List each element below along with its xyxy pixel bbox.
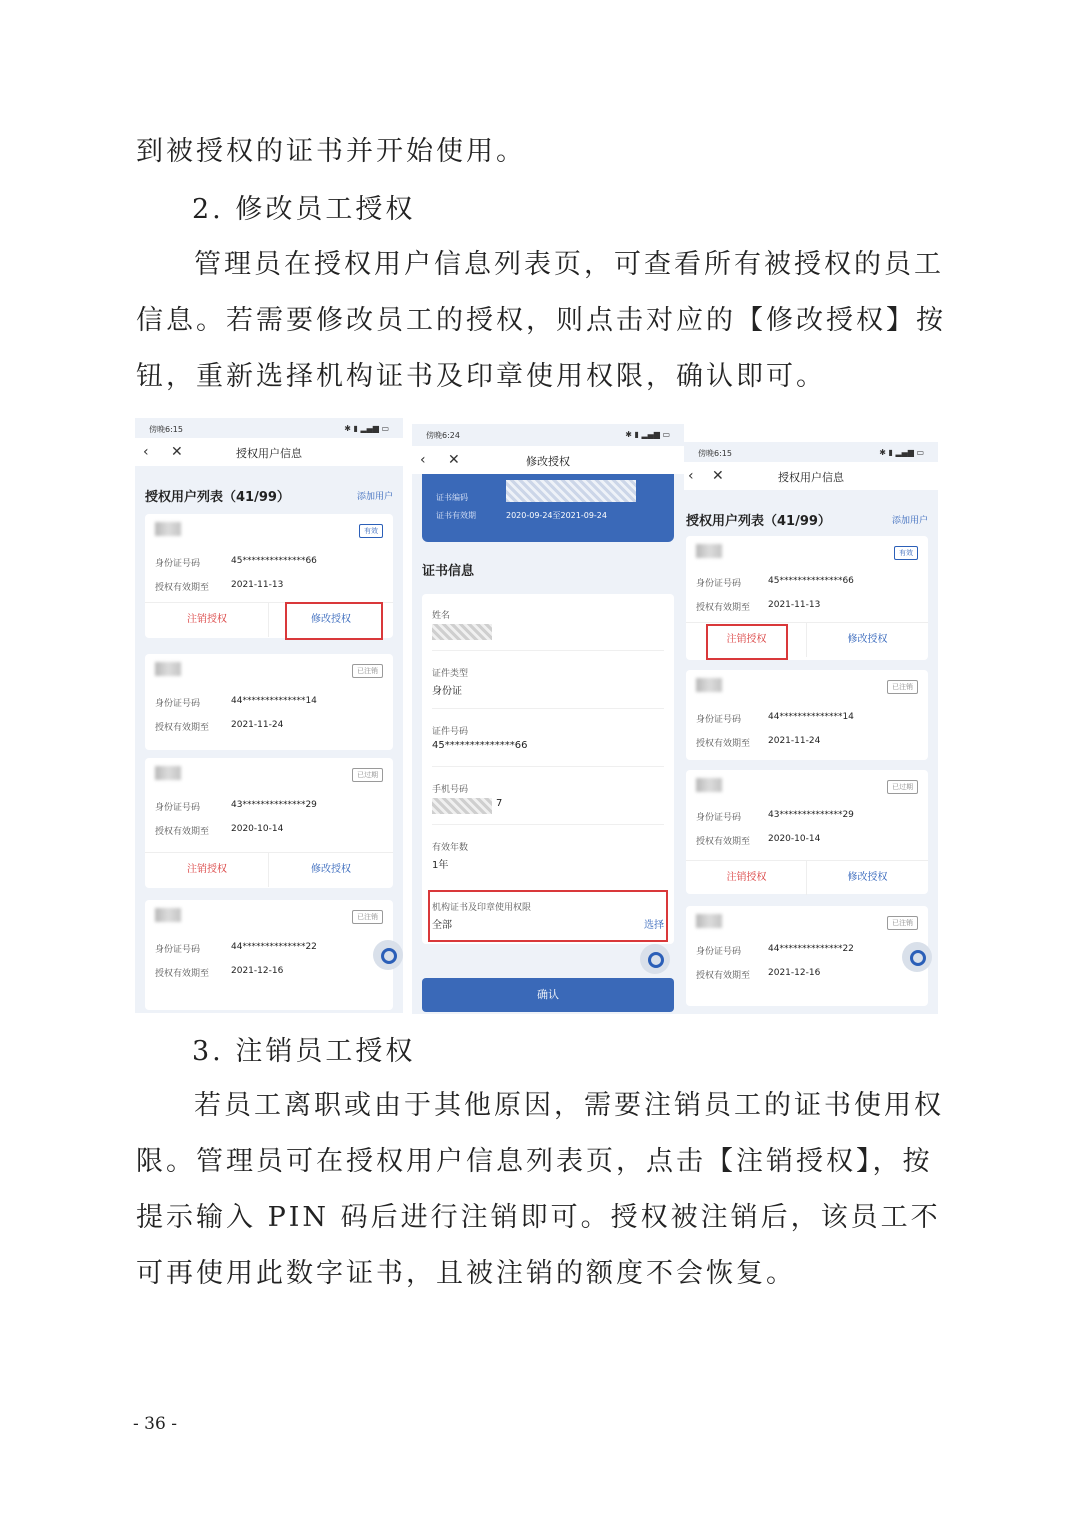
section-title: 证书信息	[422, 564, 475, 579]
blurred-name	[696, 914, 722, 928]
status-bar-time: 傍晚6:24	[426, 431, 460, 440]
id-value: 44**************14	[231, 696, 317, 706]
nav-bar	[412, 446, 684, 474]
status-bar-icons: ✱ ▮ ▂▄▆ ▭	[879, 448, 924, 457]
expiry-value: 2021-11-24	[768, 736, 821, 746]
id-label: 身份证号码	[696, 579, 742, 589]
id-label: 身份证号码	[155, 803, 201, 813]
cert-code-label: 证书编码	[436, 493, 468, 502]
id-value: 44**************14	[768, 712, 854, 722]
list-header: 授权用户列表（41/99）	[686, 514, 831, 529]
cert-info-form	[422, 594, 674, 944]
cert-valid-label: 证书有效期	[436, 511, 476, 520]
expiry-value: 2021-11-24	[231, 720, 284, 730]
back-icon[interactable]: ‹	[143, 444, 149, 460]
expiry-label: 授权有效期至	[696, 739, 751, 749]
expiry-label: 授权有效期至	[155, 723, 210, 733]
perm-value: 全部	[432, 920, 452, 931]
paragraph-modify: 管理员在授权用户信息列表页，可查看所有被授权的员工信息。若需要修改员工的授权，则点击对应的【修改授权】按钮，重新选择机构证书及印章使用权限，确认即可。	[136, 249, 946, 392]
add-user-link[interactable]: 添加用户	[356, 492, 393, 502]
id-value: 44**************22	[768, 944, 854, 954]
modify-button[interactable]: 修改授权	[806, 860, 928, 895]
section-heading-modify: 2. 修改员工授权	[192, 194, 416, 225]
years-value: 1年	[432, 860, 449, 871]
user-card	[686, 906, 928, 1006]
nav-title: 授权用户信息	[236, 447, 302, 460]
floating-service-icon[interactable]	[640, 944, 670, 974]
nav-title: 修改授权	[526, 455, 570, 468]
status-bar-icons: ✱ ▮ ▂▄▆ ▭	[625, 430, 670, 439]
status-bar-icons: ✱ ▮ ▂▄▆ ▭	[344, 424, 389, 433]
user-card	[686, 670, 928, 760]
modify-button[interactable]: 修改授权	[268, 602, 393, 637]
years-label: 有效年数	[432, 843, 469, 853]
expiry-value: 2021-12-16	[768, 968, 821, 978]
status-bar-time: 傍晚6:15	[149, 425, 183, 434]
id-label: 身份证号码	[696, 715, 742, 725]
status-badge: 已过期	[887, 780, 918, 794]
phone-label: 手机号码	[432, 785, 469, 795]
blurred-name	[155, 766, 181, 780]
back-icon[interactable]: ‹	[688, 468, 694, 484]
masked-name	[432, 624, 492, 640]
id-value: 43**************29	[768, 810, 854, 820]
id-value: 45**************66	[768, 576, 854, 586]
close-icon[interactable]: ✕	[712, 468, 724, 484]
floating-service-icon[interactable]	[373, 940, 403, 970]
id-label: 身份证号码	[155, 699, 201, 709]
id-label: 身份证号码	[696, 813, 742, 823]
revoke-button[interactable]: 注销授权	[686, 622, 807, 657]
revoke-button[interactable]: 注销授权	[686, 860, 807, 895]
perm-label: 机构证书及印章使用权限	[432, 903, 532, 913]
list-header: 授权用户列表（41/99）	[145, 490, 290, 505]
id-label: 身份证号码	[155, 559, 201, 569]
id-label: 身份证号码	[696, 947, 742, 957]
modify-button[interactable]: 修改授权	[268, 852, 393, 887]
revoke-button[interactable]: 注销授权	[145, 602, 269, 637]
section-heading-revoke: 3. 注销员工授权	[192, 1036, 416, 1067]
phone-suffix: 7	[496, 798, 503, 809]
status-badge: 已注销	[352, 664, 383, 678]
status-badge: 已注销	[887, 916, 918, 930]
expiry-label: 授权有效期至	[696, 837, 751, 847]
blurred-name	[696, 544, 722, 558]
highlight-box	[428, 890, 668, 942]
expiry-label: 授权有效期至	[696, 971, 751, 981]
user-card	[145, 900, 393, 1010]
status-bar-time: 傍晚6:15	[698, 449, 732, 458]
idno-label: 证件号码	[432, 727, 469, 737]
expiry-label: 授权有效期至	[155, 583, 210, 593]
user-card	[145, 654, 393, 750]
page-number: - 36 -	[133, 1414, 177, 1434]
name-label: 姓名	[432, 611, 451, 621]
expiry-value: 2021-11-13	[768, 600, 821, 610]
idtype-value: 身份证	[432, 686, 462, 697]
id-value: 45**************66	[231, 556, 317, 566]
idtype-label: 证件类型	[432, 669, 469, 679]
cert-valid-value: 2020-09-24至2021-09-24	[506, 511, 607, 520]
cert-banner	[422, 474, 674, 542]
status-badge: 已注销	[887, 680, 918, 694]
phone-screenshot-list-1	[135, 418, 403, 1013]
expiry-label: 授权有效期至	[155, 969, 210, 979]
masked-phone	[432, 798, 492, 814]
blurred-name	[155, 522, 181, 536]
expiry-value: 2020-10-14	[231, 824, 284, 834]
user-card	[145, 514, 393, 638]
close-icon[interactable]: ✕	[448, 452, 460, 468]
id-value: 43**************29	[231, 800, 317, 810]
modify-button[interactable]: 修改授权	[806, 622, 928, 657]
phone-screenshot-list-2	[684, 442, 938, 1014]
expiry-value: 2020-10-14	[768, 834, 821, 844]
close-icon[interactable]: ✕	[171, 444, 183, 460]
status-badge: 已注销	[352, 910, 383, 924]
user-card	[686, 536, 928, 660]
expiry-label: 授权有效期至	[696, 603, 751, 613]
blurred-name	[696, 678, 722, 692]
blurred-name	[155, 662, 181, 676]
confirm-button[interactable]: 确认	[422, 978, 674, 1012]
back-icon[interactable]: ‹	[420, 452, 426, 468]
blurred-name	[696, 778, 722, 792]
floating-service-icon[interactable]	[902, 942, 932, 972]
status-badge: 有效	[894, 546, 918, 560]
expiry-value: 2021-11-13	[231, 580, 284, 590]
revoke-button[interactable]: 注销授权	[145, 852, 269, 887]
nav-bar	[684, 462, 938, 490]
id-value: 44**************22	[231, 942, 317, 952]
masked-cert-code	[506, 480, 636, 502]
paragraph-revoke: 若员工离职或由于其他原因，需要注销员工的证书使用权限。管理员可在授权用户信息列表页，点击【注销授权】，按提示输入 PIN 码后进行注销即可。授权被注销后，该员工不可再使用此数字证书，且被注销的额度不会恢复。	[136, 1090, 944, 1289]
nav-bar	[135, 438, 403, 466]
id-label: 身份证号码	[155, 945, 201, 955]
blurred-name	[155, 908, 181, 922]
status-badge: 有效	[359, 524, 383, 538]
select-link[interactable]: 选择	[644, 920, 664, 931]
user-card	[145, 758, 393, 888]
add-user-link[interactable]: 添加用户	[891, 516, 928, 526]
expiry-label: 授权有效期至	[155, 827, 210, 837]
paragraph-intro-end: 到被授权的证书并开始使用。	[136, 136, 526, 167]
idno-value: 45**************66	[432, 740, 528, 751]
nav-title: 授权用户信息	[778, 471, 844, 484]
status-badge: 已过期	[352, 768, 383, 782]
expiry-value: 2021-12-16	[231, 966, 284, 976]
user-card	[686, 770, 928, 894]
phone-screenshot-modify	[412, 424, 684, 1014]
